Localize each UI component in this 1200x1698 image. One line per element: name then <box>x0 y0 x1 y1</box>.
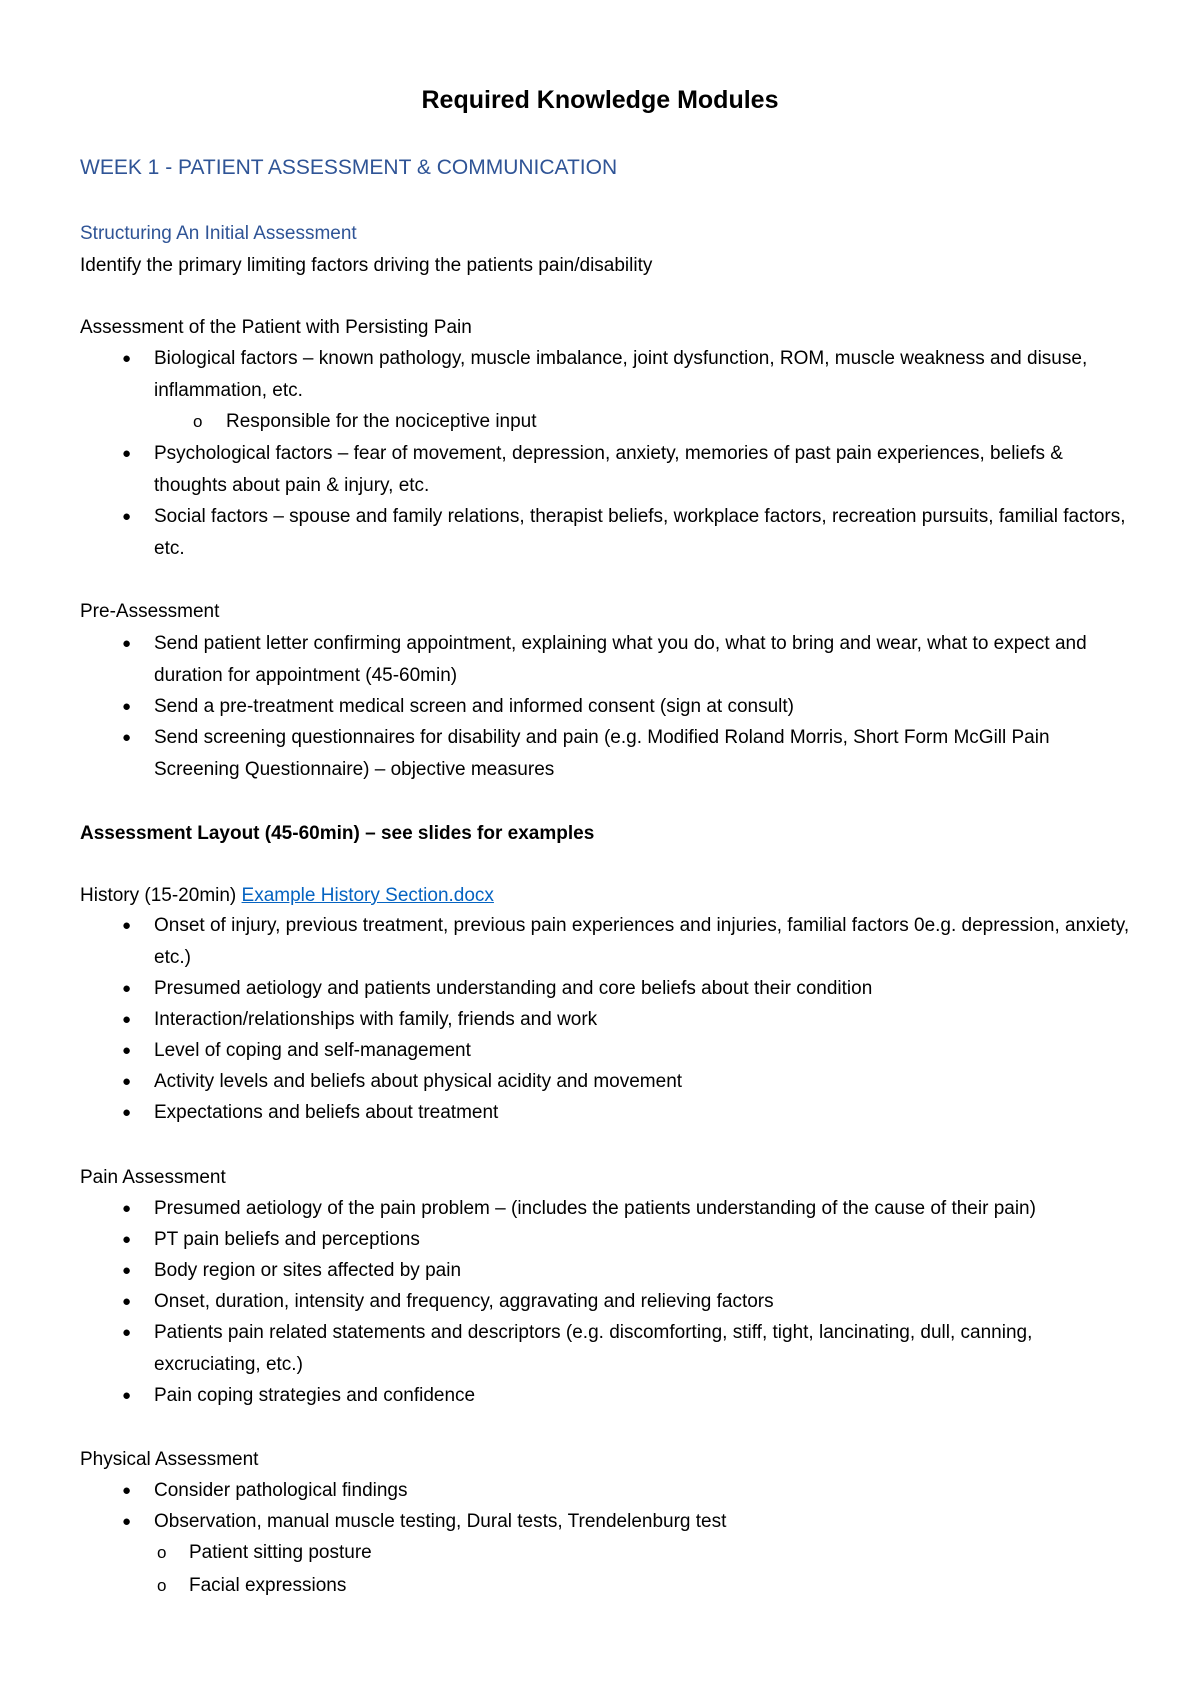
bullet-icon <box>122 724 144 752</box>
physical-assessment-heading: Physical Assessment <box>80 1449 259 1470</box>
list-item: Onset, duration, intensity and frequency, aggravating and relieving factors <box>154 1291 774 1312</box>
list-item: Observation, manual muscle testing, Dural tests, Trendelenburg test <box>154 1511 727 1532</box>
persisting-pain-heading: Assessment of the Patient with Persisting Pain <box>80 317 472 338</box>
list-sub-item: Facial expressions <box>189 1575 347 1596</box>
bullet-icon <box>122 1195 144 1223</box>
bullet-icon <box>122 345 144 373</box>
bullet-icon <box>122 1508 144 1536</box>
week-heading: WEEK 1 - PATIENT ASSESSMENT & COMMUNICATION <box>80 156 618 179</box>
list-item: Patients pain related statements and descriptors (e.g. discomforting, stiff, tight, lancinating, dull, canning, excruciating, etc.) <box>154 1322 1033 1375</box>
list-item: Psychological factors – fear of movement, depression, anxiety, memories of past pain experiences, beliefs & thoughts about pain & injury, etc. <box>154 443 1063 496</box>
document-title: Required Knowledge Modules <box>421 86 779 114</box>
history-heading-text: History (15-20min) <box>80 885 242 906</box>
sub-bullet-icon <box>157 1539 179 1567</box>
history-example-link[interactable]: Example History Section.docx <box>241 885 494 906</box>
list-item: Interaction/relationships with family, friends and work <box>154 1009 598 1030</box>
bullet-icon <box>122 1099 144 1127</box>
list-item: Social factors – spouse and family relations, therapist beliefs, workplace factors, recreation pursuits, familial factors, etc. <box>154 506 1126 559</box>
structuring-text: Identify the primary limiting factors driving the patients pain/disability <box>80 255 653 276</box>
pain-assessment-heading: Pain Assessment <box>80 1167 226 1188</box>
bullet-icon <box>122 1037 144 1065</box>
bullet-icon <box>122 912 144 940</box>
bullet-icon <box>122 693 144 721</box>
bullet-icon <box>122 630 144 658</box>
bullet-icon <box>122 1257 144 1285</box>
list-item: Presumed aetiology of the pain problem – (includes the patients understanding of the cause of their pain) <box>154 1198 1036 1219</box>
bullet-icon <box>122 503 144 531</box>
bullet-icon <box>122 1477 144 1505</box>
list-sub-item: Responsible for the nociceptive input <box>226 411 537 432</box>
structuring-heading: Structuring An Initial Assessment <box>80 223 357 244</box>
list-item: Biological factors – known pathology, muscle imbalance, joint dysfunction, ROM, muscle weakness and disuse, inflammation, etc. <box>154 348 1088 401</box>
sub-bullet-icon <box>157 1572 179 1600</box>
bullet-icon <box>122 1068 144 1096</box>
list-item: Body region or sites affected by pain <box>154 1260 462 1281</box>
list-item: Activity levels and beliefs about physical acidity and movement <box>154 1071 683 1092</box>
sub-bullet-icon <box>193 408 215 436</box>
pre-assessment-heading: Pre-Assessment <box>80 601 220 622</box>
bullet-icon <box>122 1382 144 1410</box>
list-item: PT pain beliefs and perceptions <box>154 1229 420 1250</box>
list-item: Pain coping strategies and confidence <box>154 1385 476 1406</box>
bullet-icon <box>122 440 144 468</box>
list-item: Level of coping and self-management <box>154 1040 471 1061</box>
list-sub-item: Patient sitting posture <box>189 1542 372 1563</box>
list-item: Expectations and beliefs about treatment <box>154 1102 499 1123</box>
list-item: Send screening questionnaires for disability and pain (e.g. Modified Roland Morris, Short Form McGill Pain Screening Questionnaire) – objective measures <box>154 727 1050 780</box>
history-heading <box>80 882 494 910</box>
list-item: Send a pre-treatment medical screen and informed consent (sign at consult) <box>154 696 794 717</box>
bullet-icon <box>122 1288 144 1316</box>
list-item: Consider pathological findings <box>154 1480 408 1501</box>
bullet-icon <box>122 1006 144 1034</box>
list-item: Presumed aetiology and patients understanding and core beliefs about their condition <box>154 978 873 999</box>
list-item: Onset of injury, previous treatment, previous pain experiences and injuries, familial factors 0e.g. depression, anxiety, etc.) <box>154 915 1130 968</box>
bullet-icon <box>122 975 144 1003</box>
list-item: Send patient letter confirming appointment, explaining what you do, what to bring and wear, what to expect and duration for appointment (45-60min) <box>154 633 1087 686</box>
assessment-layout-heading: Assessment Layout (45-60min) – see slides for examples <box>80 823 595 844</box>
bullet-icon <box>122 1319 144 1347</box>
bullet-icon <box>122 1226 144 1254</box>
